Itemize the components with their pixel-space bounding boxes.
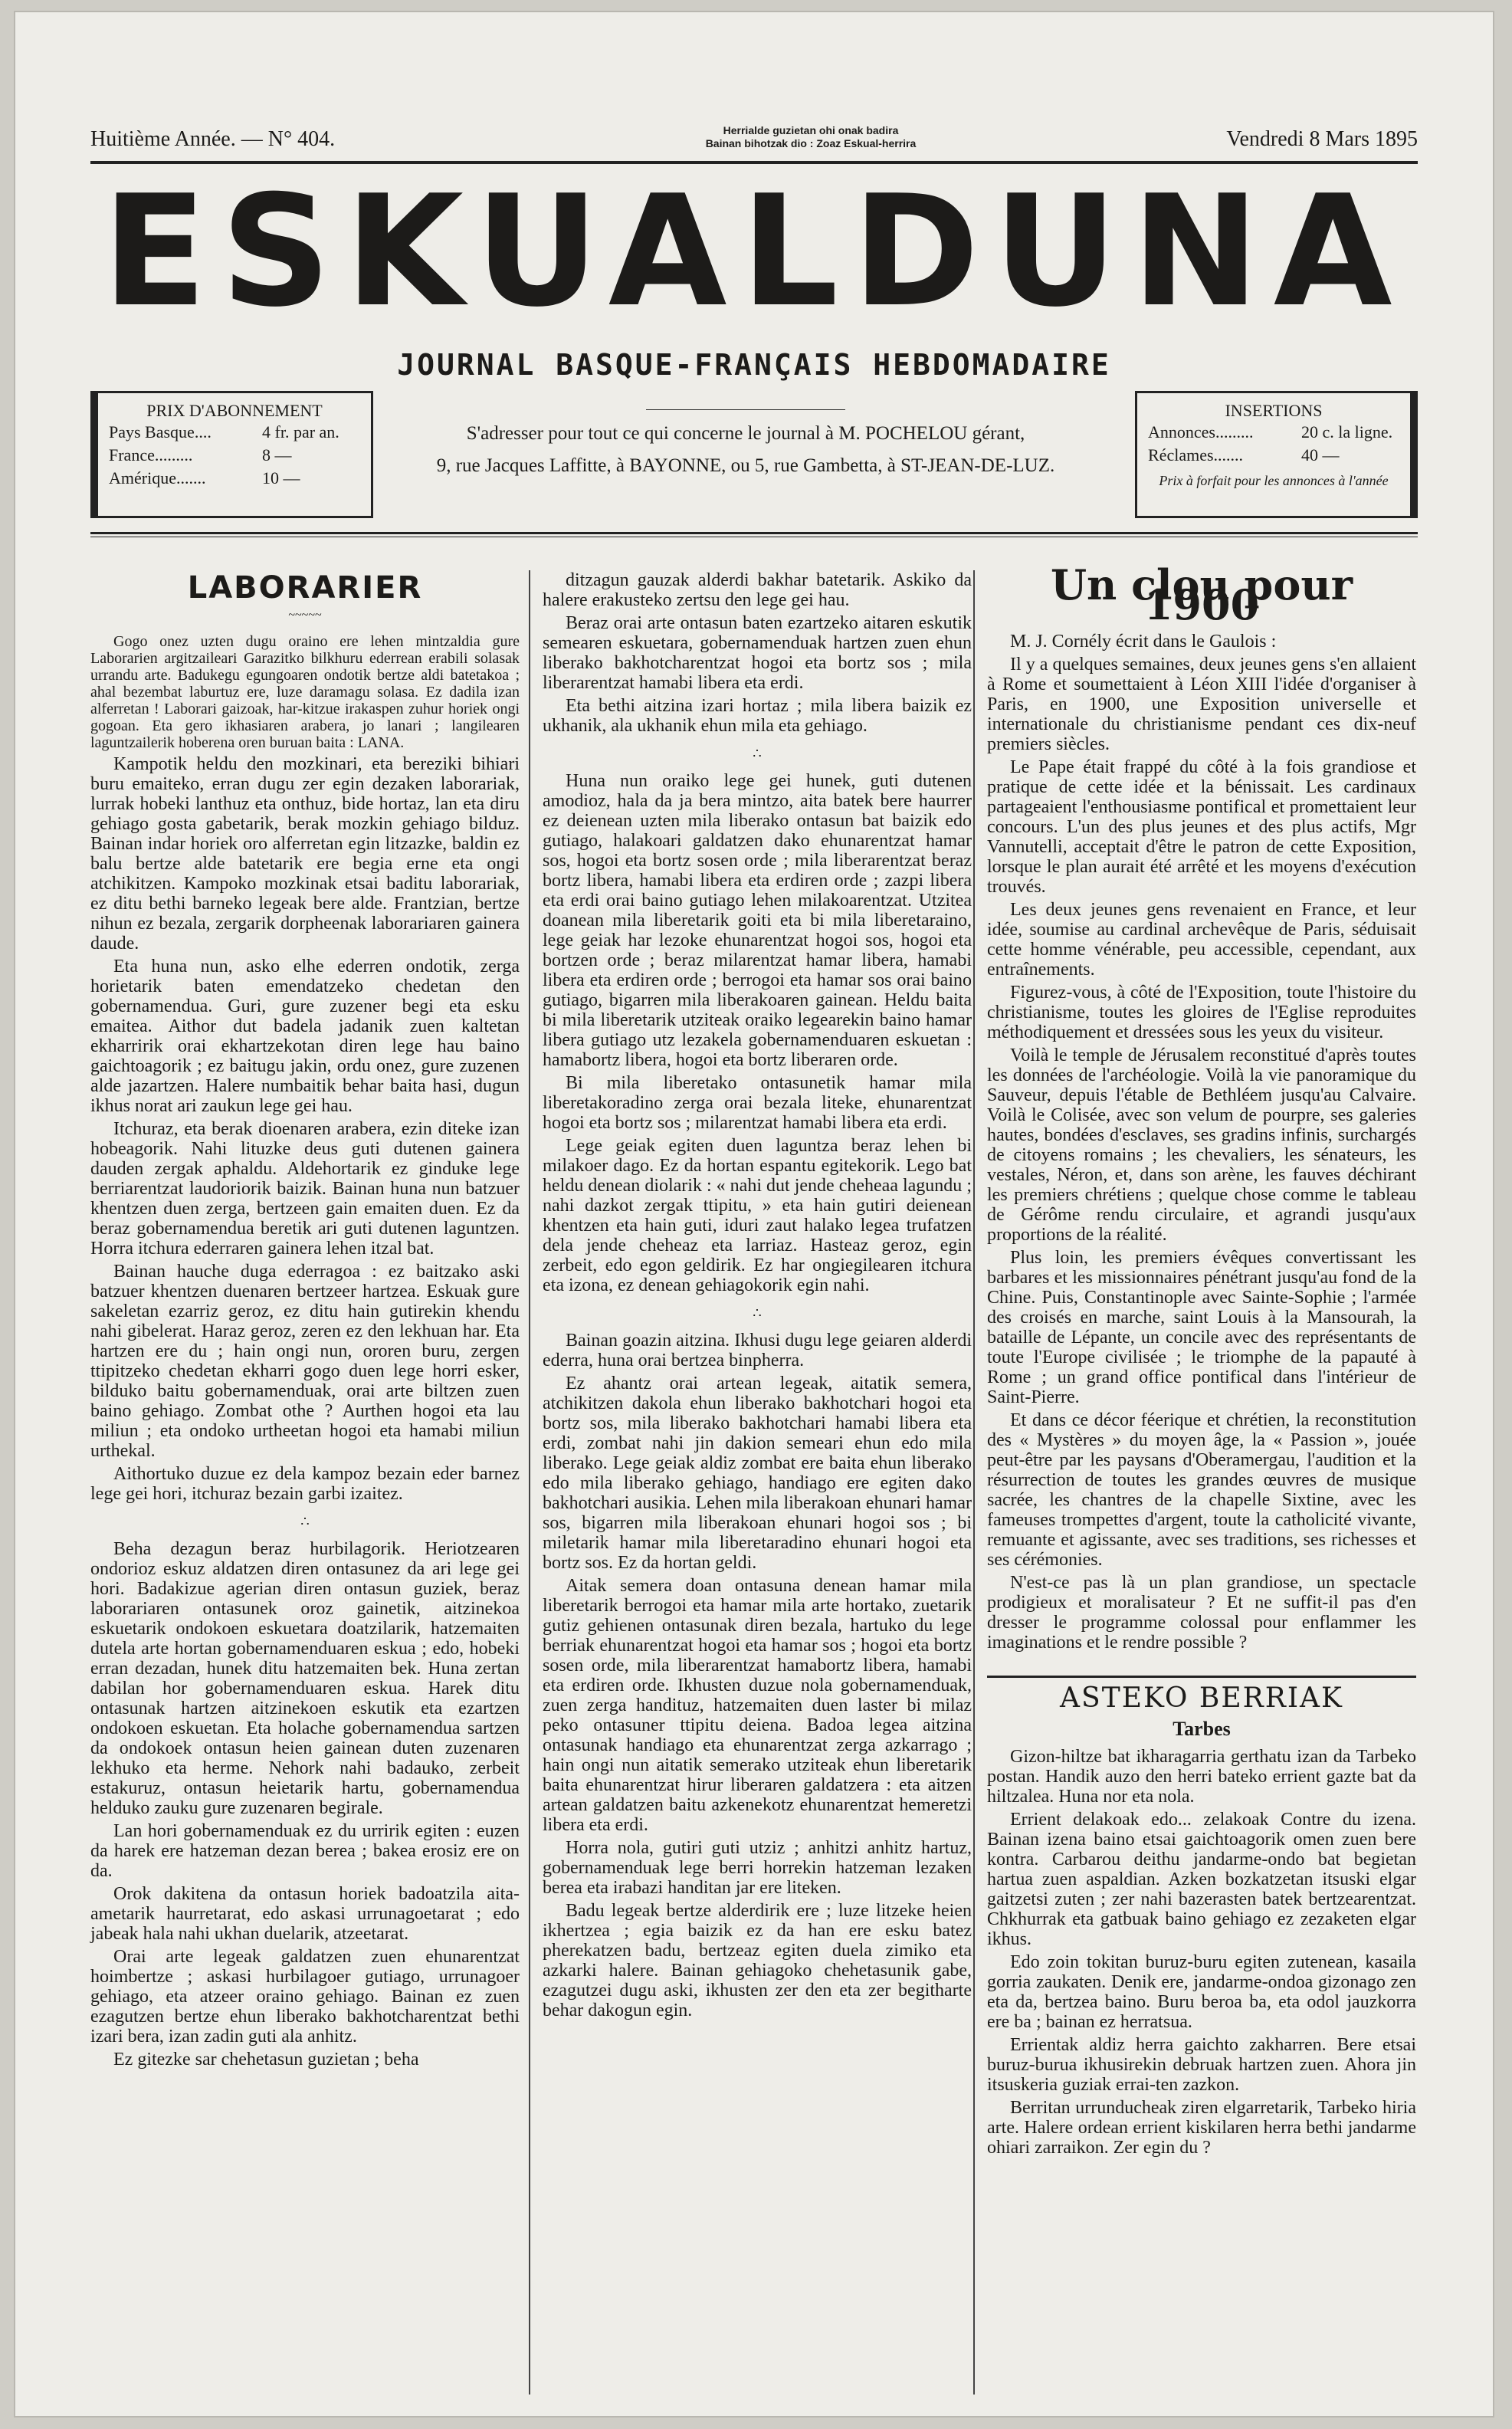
paragraph: Lege geiak egiten duen laguntza beraz lehen bi milakoer dago. Ez da hortan espantu egitekorik. Lego bat heldu denean diolarik : « nahi dut jende cheheaa lagundu ; nahi dazkot zergak ttipitu, » eta hain gutiri deienean khentzen eta hain guti, iduri zaut halako legea trufatzen dela jende cheheaz eta larriaz. Hasteaz geroz, egin zerbeit, edo egon geldirik. Ez har ongiegilearen itchura eta izona, ez denean gehiagokorik egin nahi. [543, 1136, 972, 1295]
paragraph: Ez gitezke sar chehetasun guzietan ; beha [113, 2050, 419, 2070]
paragraph: Aithortuko duzue ez dela kampoz bezain eder barnez lege gei hori, itchuraz bezain garbi izaitez. [90, 1464, 520, 1504]
paragraph: Beha dezagun beraz hurbilagorik. Heriotzearen ondorioz eskuz aldatzen diren ontasunez da ari lege gei hori. Badakizue agerian diren ontasun guziek, beraz laborariaren ontasunek oroz gainetik, aitzinekoa eskuetarik ondokoen eskuetara doatzilarik, hatzemaiten dutela arte hortan gobernamenduaren eskua ; edo, hobeki erran dezadan, hunek ditu hatzemaiten bek. Huna zertan dabilan hor gobernamenduaren eskua. Harek ditu ontasunak hartzen aitzinekoen eskutik eta ezartzen ondokoen eskuetan. Eta holache gobernamendua sartzen da ondokoek ontasun heien gainean duten zuzenaren lekhuko eta herme. Nehork nahi badauko, zerbeit estakuruz, ontasun heietarik hartu, gobernamendua helduko zauku gure zuzenaren begirale. [90, 1539, 520, 1818]
paragraph: ditzagun gauzak alderdi bakhar batetarik. Askiko da halere erakusteko zertsu den lege gei hau. [543, 570, 972, 610]
paragraph: Orai arte legeak galdatzen zuen ehunarentzat hoimbertze ; askasi hurbilagoer gutiago, urrunagoer gehiago, eta atzeer oraino gehiago. Bainan ez zuen ezagutzen bertze ehun liberako bakhotcharentzat bethi izari bera, izan zadin guti ala anhitz. [90, 1947, 520, 2047]
newspaper-title: ESKUALDUNA [102, 162, 1406, 341]
paragraph: Gizon-hiltze bat ikharagarria gerthatu izan da Tarbeko postan. Handik auzo den herri bateko errient gazte bat da hiltzalea. Huna nor eta nola. [987, 1747, 1416, 1807]
paragraph: Il y a quelques semaines, deux jeunes gens s'en allaient à Rome et soumettaient à Léon XIII l'idée d'organiser à Paris, en 1900, une Exposition universelle et internationale du christianisme pendant ces dix-neuf premiers siècles. [987, 655, 1416, 754]
issue-number: Huitième Année. — N° 404. [90, 127, 336, 151]
paragraph: N'est-ce pas là un plan grandiose, un spectacle prodigieux et moralisateur ? Et ne suffit-il pas d'en dresser le programme colossal pour enflammer les imaginations et le rendre possible ? [987, 1573, 1416, 1653]
paragraph: Plus loin, les premiers évêques convertissant les barbares et les missionnaires pénétrant jusqu'au fond de la Chine. Puis, Constantinople avec Sainte-Sophie ; l'armée des croisés en marche, saint Louis à la Mansourah, la bataille de Lépante, un concile avec des représentants de toute l'Europe civilisée ; le triomphe de la papauté à Rome ; un grand office pontifical dans l'intérieur de Saint-Pierre. [987, 1248, 1416, 1407]
row-price: 4 fr. par an. [262, 422, 339, 441]
paragraph: Berritan urrunducheak ziren elgarretarik, Tarbeko hiria arte. Halere ordean errient kiskilaren herra bethi jandarme ohiari zarraikon. Zer egin du ? [987, 2098, 1416, 2158]
paragraph: Figurez-vous, à côté de l'Exposition, toute l'histoire du christianisme, toutes les gloires de l'Eglise reproduites méthodiquement et dressées sous les yeux du visiteur. [987, 983, 1416, 1042]
address-line-2: 9, rue Jacques Laffitte, à BAYONNE, ou 5, rue Gambetta, à ST-JEAN-DE-LUZ. [436, 455, 1055, 476]
insertions-row [1137, 444, 1410, 467]
address-separator [646, 409, 845, 410]
row-label: Annonces......... [1148, 422, 1254, 441]
row-label: Réclames....... [1148, 445, 1244, 464]
section-ornament: ∴ [753, 746, 762, 761]
row-label: Amérique....... [109, 468, 206, 487]
row-price: 10 — [262, 468, 300, 487]
row-price: 8 — [262, 445, 292, 464]
paragraph: Errient delakoak edo... zelakoak Contre du izena. Bainan izena baino etsai gaichtoagorik omen zuen bere kontra. Carbarou deithu jandarme-ondo bat begietan hartua zuen aspaldian. Azken bozkatzetan itsuski elgar gaitzetsi zuten ; zer nahi bazerasten batek bertzearentzat. Chkhurrak eta gatbuak baino gehiago ez zezaketen elgar ikhus. [987, 1810, 1416, 1949]
paragraph: Eta huna nun, asko elhe ederren ondotik, zerga horietarik baten emendatzeko chedetan den gobernamendua. Guri, gure zuzener begi eta esku emaitea. Aithor dut badela jadanik zuen kaltetan ekharririk orai ekhartzekotan diren lege hau baino gaichtoagorik ; ez baitugu jakin, ordu onez, gure zuzenen alde jazartzen. Halere numbaitik behar baita hasi, dugun ikhus norat ari zaukun lege gei hau. [90, 957, 520, 1116]
address-block [382, 409, 1110, 482]
ornament: ~~~~~ [288, 609, 322, 622]
section-ornament: ∴ [753, 1305, 762, 1321]
insertions-footer: Prix à forfait pour les annonces à l'année [1159, 473, 1389, 488]
column-1 [90, 570, 520, 2073]
article-intro: Gogo onez uzten dugu oraino ere lehen mintzaldia gure Laborarien argitzaileari Garazitko bilkhuru ederrean erabili solasak urrandu arte. Badukegu egungoaren ondotik bertze aldi batetakoa ; ahal bezembat laburtuz ere, luze daramagu solasa. Ez dadila izan alferretan ! Laborari gaizoak, har-kitzue irakaspen zuhur horiek ongi gogoan. Eta gero ikhasiaren arabera, jo lanari ; langilearen laguntzailerik hoberena oren buruan baita : LANA. [90, 633, 520, 751]
insertions-row [1137, 421, 1410, 444]
masthead-bottom-rule [90, 532, 1418, 537]
paragraph: Badu legeak bertze alderdirik ere ; luze litzeke heien ikhertzea ; egia baizik ez da han ere esku batez pherekatzen badu, bertzeaz egiten duela zimiko eta azkarki halere. Bainan gehiagoko chehetasunik gabe, ezagutzei dugu aski, ikhusten zer den eta zer begitharte behar dakogun egin. [543, 1901, 972, 2020]
motto-line-1: Herrialde guzietan ohi onak badira [723, 124, 899, 136]
motto-line-2: Bainan bihotzak dio : Zoaz Eskual-herrira [705, 137, 917, 149]
column-3 [987, 560, 1416, 2161]
masthead-top [90, 118, 1418, 164]
subscription-heading: PRIX D'ABONNEMENT [146, 401, 323, 420]
paragraph: Kampotik heldu den mozkinari, eta bereziki bihiari buru emaiteko, erran dugu zer egin dezaken laborariak, lurrak hobeki lanthuz eta onthuz, bide hortaz, lan eta diru gehiago gosta gabetarik, berak mozkin gehiago bilduz. Bainan indar horiek oro alferretan egin litzazke, baldin ez balu bertze alde batetarik ere begia erne eta ongi atchikitzen. Kampoko mozkinak etsai baditu laborariak, ez ditu bethi barneko legeak bere alde. Frantzian, bertze nihun ez bezala, zergarik dorpheenak laborariaren gainera daude. [90, 754, 520, 954]
column-divider [973, 570, 975, 2395]
article-heading: Un clou pour 1900 [1050, 560, 1353, 629]
paragraph: Le Pape était frappé du côté à la fois grandiose et pratique de cette idée et la bénissait. Les cardinaux partageaient l'enthousiasme pontifical et promettaient leur concours. L'un des plus jeunes et des plus actifs, Mgr Vannutelli, acceptait d'être le patron de cette Exposition, lorsque le plan aurait été arrêté et les moyens d'exécution trouvés. [987, 757, 1416, 897]
paragraph: Orok dakitena da ontasun horiek badoatzila aita-ametarik haurretarat, edo askasi urrunagoetarat ; edo jabeak hala nahi ukhan duelarik, atzeetarat. [90, 1884, 520, 1944]
row-price: 40 — [1301, 445, 1340, 464]
row-price: 20 c. la ligne. [1301, 422, 1393, 441]
newspaper-subtitle: JOURNAL BASQUE-FRANÇAIS HEBDOMADAIRE [397, 348, 1111, 382]
paragraph: Aitak semera doan ontasuna denean hamar mila liberetarik berrogoi eta hamar mila arte hortako, zuetarik gutiz gehienen ontasunak diren bezala, hartuko du lege berriak ehunarentzat hogoi eta hamar sos ; hogoi eta bortz sosen orde, mila liberarentzat hamabortz libera, hamabi eta erdiren orde. Ikhusten duzue nola gobernamenduak, zuen zerga handituz, hatzemaiten duen laster bi milaz peko ontasuner ttipitu deiena. Badoa legea aitzina ontasunak handiago eta ehunarentzat zerga azkarrago ; hain ongi nun aitatik semerako utziteak ehun liberetarik baita ehunarentzat hirur liberaren galdatzera : eta aitzen artean galdatzen baitu azkenekotz ehunarentzat hemeretzi libera eta erdi. [543, 1576, 972, 1835]
column-divider [529, 570, 530, 2395]
subsection-heading: Tarbes [1173, 1718, 1231, 1740]
insertions-heading: INSERTIONS [1225, 401, 1323, 420]
paragraph: Les deux jeunes gens revenaient en France, et leur idée, soumise au cardinal archevêque de Paris, séduisait cette homme vénérable, peu accessible, cependant, aux entraînements. [987, 900, 1416, 980]
row-label: France......... [109, 445, 193, 464]
motto [581, 124, 1041, 150]
article-heading: LABORARIER [187, 570, 423, 606]
paragraph: Edo zoin tokitan buruz-buru egiten zutenean, kasaila gorria zaukaten. Denik ere, jandarme-ondoa gizonago zen eta da, bertzea baino. Buru beroa ba, eta odol jauzkorra ere ba ; bainan ez herratsua. [987, 1952, 1416, 2032]
paragraph: Itchuraz, eta berak dioenaren arabera, ezin diteke izan hobeagorik. Nahi lituzke deus guti dutenen gainera dauden zergak aphaldu. Aldehortarik ez ginduke lege berriarentzat laudoriorik baizik. Bainan huna nun batzuer khentzen duen zerga, bertzeen gain emaiten duen. Ez da beraz gobernamendua beretik ari guti dutenen laguntzen. Horra itchura ederraren gainera lehen itzal bat. [90, 1119, 520, 1259]
paragraph: Lan hori gobernamenduak ez du urririk egiten : euzen da harek ere hatzeman dezan berea ; bakea erosiz ere on da. [90, 1821, 520, 1881]
section-ornament: ∴ [300, 1514, 310, 1529]
paragraph: Bi mila liberetako ontasunetik hamar mila liberetakoradino zerga orai bezala liteke, ehunarentzat hogoi eta bortz sos ; milarentzat hamabi libera eta erdi. [543, 1073, 972, 1133]
paragraph: Horra nola, gutiri guti utziz ; anhitzi anhitz hartuz, gobernamenduak lege berri horrekin hatzeman lezaken berea eta irabazi handitan jar ere liteken. [543, 1838, 972, 1898]
paragraph: Beraz orai arte ontasun baten ezartzeko aitaren eskutik semearen eskuetara, gobernamenduak hartzen zuen ehun liberako bakhotcharentzat hogoi eta bortz sos ; mila liberarentzat hamabi libera eta erdi. [543, 613, 972, 693]
column-2 [543, 570, 972, 2024]
subscription-row [98, 444, 371, 467]
paragraph: Ez ahantz orai artean legeak, aitatik semera, atchikitzen dakola ehun liberako bakhotchari hogoi eta bortz sos, mila liberako bakhotchari hamabi libera eta erdi, zombat nahi jin dakion semeari ehun edo mila liberako. Lege geiak aldiz zombat ere baita ehun liberako edo mila liberako gehiago, handiago ere egiten dako bakhotchari ausikia. Lehen mila liberakoan ehunari hamar sos, bigarren mila liberakoan ehunari hogoi sos ; bi miletarik hamar mila liberetaradino ehunari hogoi eta bortz sos. Ez da hortan geldi. [543, 1374, 972, 1573]
newspaper-page [14, 11, 1494, 2418]
paragraph: Huna nun oraiko lege gei hunek, guti dutenen amodioz, hala da ja bera mintzo, aita batek bere haurrer ez deienean uzten mila liberako ontasun bat baizik edo gutiago, halakoari galdatzen dako ehunarentzat hamar sos, hogoi eta bortz sosen orde ; mila liberarentzat beraz bortz libera, hamabi libera eta erdiren orde ; zazpi libera eta erdi orai baino gutiago lehen milakoarentzat. Utzitea doanean mila liberetarik goiti eta bi mila liberetaraino, lege geiak har lezoke ehunarentzat hogoi sos, hogoi eta bortzen orde ; beraz milarentzat hamar libera, hamabi libera eta erdiren orde ; berrogoi eta hamar sos orai baino gutiago, bigarren mila liberakoaren gainean. Heldu baita bi mila liberetarik utziteak oraiko legearekin baino hamar libera gutiago utz lezakela gobernamenduaren eskuetan : hamabortz libera, hogoi eta bortz liberaren orde. [543, 771, 972, 1070]
issue-date: Vendredi 8 Mars 1895 [1226, 127, 1418, 151]
subscription-row [98, 467, 371, 490]
article-lead: M. J. Cornély écrit dans le Gaulois : [1010, 632, 1277, 652]
paragraph: Bainan hauche duga ederragoa : ez baitzako aski batzuer khentzen duenaren bertzeer hartzea. Eskuak gure sakeletan ezarriz geroz, ez ditu hain gutirekin khendu nahi gibelerat. Haraz geroz, zeren ez den lekhuan har. Eta hartzen ere du ; hain ongi nun, ororen buru, zergen ttipitzeko chedetan ekharri gogo duen lege horri esker, bilduko baitu gobernamenduak, orai arte biltzen zuen baino gehiago. Zombat othe ? Aurthen hogoi eta lau miliun ; eta ondoko urtheetan hogoi eta hamabi miliun urthekal. [90, 1262, 520, 1461]
paragraph: Eta bethi aitzina izari hortaz ; mila libera baizik ez ukhanik, ala ukhanik ehun mila eta gehiago. [543, 696, 972, 736]
section-heading: ASTEKO BERRIAK [987, 1676, 1416, 1709]
address-line-1: S'adresser pour tout ce qui concerne le journal à M. POCHELOU gérant, [466, 423, 1025, 444]
subscription-box [90, 391, 373, 518]
row-label: Pays Basque.... [109, 422, 212, 441]
paragraph: Et dans ce décor féerique et chrétien, la reconstitution des « Mystères » du moyen âge, la « Passion », jouée peut-être par les paysans d'Oberamergau, l'audition et la résurrection de toutes les grandes œuvres de musique sacrée, les chantres de la chapelle Sixtine, avec les fameuses trompettes d'argent, toute la catholicité vivante, remuante et agissante, avec ses traditions, ses richesses et ses cérémonies. [987, 1410, 1416, 1570]
paragraph: Voilà le temple de Jérusalem reconstitué d'après toutes les données de l'archéologie. Voilà la vie panoramique du Sauveur, depuis l'étable de Bethléem jusqu'au Calvaire. Voilà le Colisée, avec son velum de pourpre, ses galeries hautes, bondées d'esclaves, ses gradins infinis, surchargés de citoyens romains ; les chevaliers, les sénateurs, les vestales, Néron, et, dans son arène, les fauves déchirant les premiers chrétiens ; quelque chose comme le tableau de Gérôme rendu circulaire, et agrandi jusqu'aux proportions de la réalité. [987, 1045, 1416, 1245]
paragraph: Errientak aldiz herra gaichto zakharren. Bere etsai buruz-burua ikhusirekin debruak hartzen zuen. Ahora jin itsuskeria guziak errai-ten zazkon. [987, 2035, 1416, 2095]
subscription-row [98, 421, 371, 444]
insertions-box [1135, 391, 1418, 518]
paragraph: Bainan goazin aitzina. Ikhusi dugu lege geiaren alderdi ederra, huna orai bertzea binpherra. [543, 1331, 972, 1370]
